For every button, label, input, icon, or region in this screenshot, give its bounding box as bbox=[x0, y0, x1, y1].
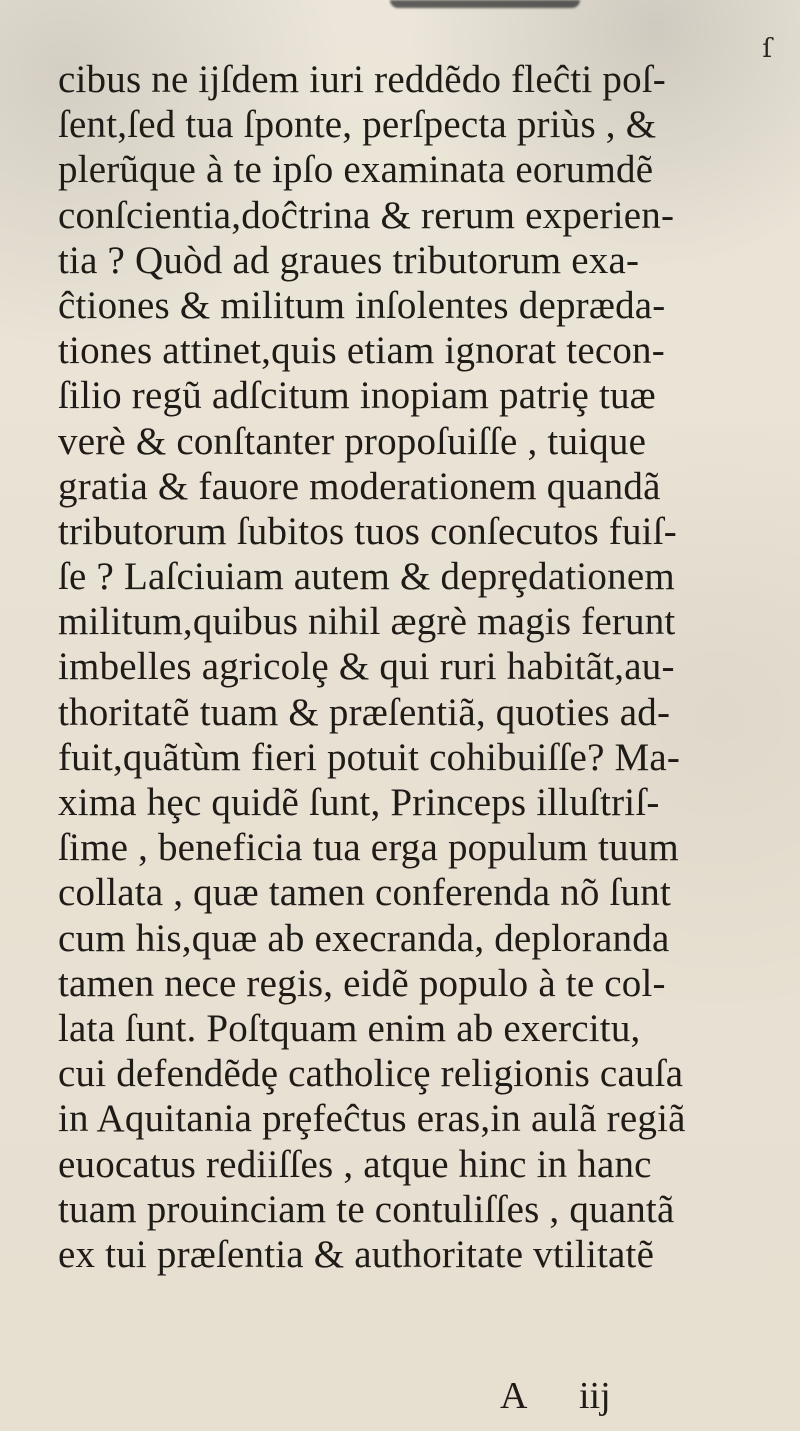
text-line: collata , quæ tamen conferenda nõ ſunt bbox=[58, 871, 671, 915]
text-line: cum his,quæ ab execranda, deploranda bbox=[58, 916, 670, 960]
top-edge-shadow bbox=[390, 0, 580, 8]
text-line: plerũque à te ipſo examinata eorumdẽ bbox=[58, 148, 654, 192]
page-footer bbox=[500, 1377, 611, 1415]
text-line: xima hȩc quidẽ ſunt, Princeps illuſtriſ- bbox=[58, 781, 660, 824]
text-line: tiones attinet,quis etiam ignorat tecon- bbox=[58, 329, 665, 373]
text-line: lata ſunt. Poſtquam enim ab exercitu, bbox=[58, 1006, 641, 1050]
text-line: militum,quibus nihil ægrè magis ferunt bbox=[58, 600, 676, 644]
text-line: verè & conſtanter propoſuiſſe , tuique bbox=[58, 419, 647, 463]
footer-signature-letter: A bbox=[500, 1375, 528, 1417]
text-line: cui defendẽdȩ catholicȩ religionis cauſa bbox=[58, 1052, 684, 1096]
text-line: gratia & fauore moderationem quandã bbox=[58, 464, 661, 508]
text-line: tuam prouinciam te contuliſſes , quantã bbox=[58, 1187, 675, 1231]
text-line: ſe ? Laſciuiam autem & deprȩdationem bbox=[58, 555, 675, 599]
text-line: ſent,ſed tua ſponte, perſpecta priùs , & bbox=[58, 103, 657, 147]
body-text bbox=[58, 57, 798, 1277]
text-line: ex tui præſentia & authoritate vtilitatẽ bbox=[58, 1232, 655, 1276]
text-line: ĉtiones & militum inſolentes depræda- bbox=[58, 283, 666, 327]
footer-signature-number: iij bbox=[578, 1375, 611, 1417]
text-line: fuit,quãtùm fieri potuit cohibuiſſe? Ma- bbox=[58, 735, 681, 779]
text-line: cibus ne ijſdem iuri reddẽdo fleĉti poſ- bbox=[58, 58, 666, 101]
text-line: tributorum ſubitos tuos conſecutos fuiſ- bbox=[58, 509, 677, 553]
text-line: ſilio regũ adſcitum inopiam patriȩ tuæ bbox=[58, 374, 656, 418]
text-line: in Aquitania prȩfeĉtus eras,in aulã regiã bbox=[58, 1097, 686, 1141]
text-line: euocatus rediiſſes , atque hinc in hanc bbox=[58, 1142, 652, 1186]
text-line: tamen nece regis, eidẽ populo à te col- bbox=[58, 961, 666, 1005]
text-line: tia ? Quòd ad graues tributorum exa- bbox=[58, 238, 640, 282]
signature-mark: ſ bbox=[762, 34, 772, 64]
text-line: conſcientia,doĉtrina & rerum experien- bbox=[58, 193, 675, 237]
text-line: ſime , beneficia tua erga populum tuum bbox=[58, 826, 679, 870]
text-line: thoritatẽ tuam & præſentiã, quoties ad- bbox=[58, 690, 671, 734]
text-line: imbelles agricolȩ & qui ruri habitãt,au- bbox=[58, 645, 675, 689]
